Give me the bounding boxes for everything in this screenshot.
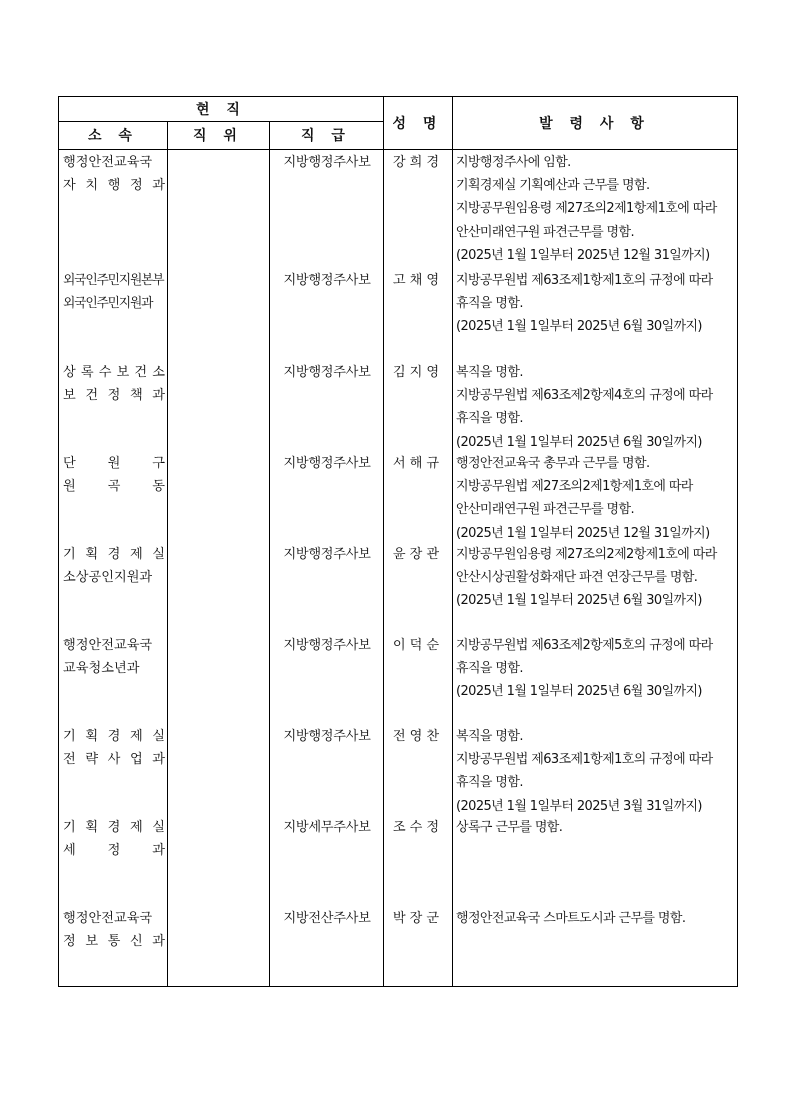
order-line: 휴직을 명함. xyxy=(456,296,523,312)
order-line: 지방공무원임용령 제27조의2제1항제1호에 따라 xyxy=(456,201,717,217)
order-line: (2025년 1월 1일부터 2025년 12월 31일까지) xyxy=(456,525,710,541)
order-line: 상록구 근무를 명함. xyxy=(456,820,563,835)
row-affiliation xyxy=(63,452,165,498)
row-name: 전영찬 xyxy=(392,729,444,744)
column-divider xyxy=(167,121,168,986)
affiliation-line: 자 치 행 정 과 xyxy=(63,178,165,194)
order-line: 휴직을 명함. xyxy=(456,661,523,677)
row-affiliation xyxy=(63,361,165,407)
column-divider xyxy=(452,97,453,986)
personnel-order-table xyxy=(58,96,738,987)
order-line: 지방공무원법 제63조제1항제1호의 규정에 따라 xyxy=(456,273,713,288)
row-affiliation xyxy=(63,543,165,589)
row-order xyxy=(456,634,738,704)
affiliation-line: 행정안전교육국 xyxy=(63,638,153,653)
affiliation-line: 원 곡 동 xyxy=(63,479,165,495)
row-name: 고채영 xyxy=(392,273,444,288)
header-order: 발 령 사 항 xyxy=(539,116,650,132)
affiliation-line: 기 획 경 제 실 xyxy=(63,547,165,562)
affiliation-line: 외국인주민지원본부 xyxy=(63,273,164,288)
affiliation-line: 상 록 수 보 건 소 xyxy=(63,365,165,380)
row-grade: 지방세무주사보 xyxy=(283,820,371,835)
order-line: 지방공무원법 제63조제2항제4호의 규정에 따라 xyxy=(456,388,713,404)
row-order xyxy=(456,725,738,818)
row-grade: 지방행정주사보 xyxy=(283,638,371,653)
row-order xyxy=(456,269,738,339)
header-grade: 직 급 xyxy=(301,128,351,144)
row-affiliation xyxy=(63,907,165,953)
order-line: 복직을 명함. xyxy=(456,729,523,744)
row-order xyxy=(456,151,738,267)
column-divider xyxy=(383,97,384,986)
row-order xyxy=(456,907,738,930)
row-affiliation xyxy=(63,725,165,771)
row-order xyxy=(456,452,738,545)
order-line: 휴직을 명함. xyxy=(456,775,523,791)
row-order xyxy=(456,543,738,613)
affiliation-line: 행정안전교육국 xyxy=(63,155,153,170)
row-order xyxy=(456,361,738,454)
affiliation-line: 기 획 경 제 실 xyxy=(63,820,165,835)
row-order xyxy=(456,816,738,839)
order-line: (2025년 1월 1일부터 2025년 3월 31일까지) xyxy=(456,798,702,814)
row-grade: 지방행정주사보 xyxy=(283,547,371,562)
affiliation-line: 기 획 경 제 실 xyxy=(63,729,165,744)
header-current: 현 직 xyxy=(196,102,246,118)
order-line: (2025년 1월 1일부터 2025년 6월 30일까지) xyxy=(456,593,702,609)
row-grade: 지방행정주사보 xyxy=(283,456,371,471)
row-name: 이덕순 xyxy=(392,638,444,653)
affiliation-line: 교육청소년과 xyxy=(63,661,140,677)
row-name: 박장군 xyxy=(392,911,444,926)
header-affiliation: 소 속 xyxy=(88,128,138,144)
order-line: 지방행정주사에 임함. xyxy=(456,155,571,170)
row-grade: 지방행정주사보 xyxy=(283,155,371,170)
order-line: 안산미래연구원 파견근무를 명함. xyxy=(456,502,635,518)
row-grade: 지방행정주사보 xyxy=(283,729,371,744)
row-affiliation xyxy=(63,269,165,315)
row-grade: 지방행정주사보 xyxy=(283,365,371,380)
order-line: 휴직을 명함. xyxy=(456,411,523,427)
order-line: 행정안전교육국 스마트도시과 근무를 명함. xyxy=(456,911,686,926)
affiliation-line: 전 략 사 업 과 xyxy=(63,752,165,768)
affiliation-line: 세 정 과 xyxy=(63,843,165,859)
affiliation-line: 보 건 정 책 과 xyxy=(63,388,165,404)
affiliation-line: 소상공인지원과 xyxy=(63,570,153,586)
row-affiliation xyxy=(63,151,165,197)
row-name: 강희경 xyxy=(392,155,444,170)
row-name: 조수정 xyxy=(392,820,444,835)
row-name: 윤장관 xyxy=(392,547,444,562)
row-name: 김지영 xyxy=(392,365,444,380)
order-line: (2025년 1월 1일부터 2025년 6월 30일까지) xyxy=(456,684,702,700)
order-line: 지방공무원법 제63조제1항제1호의 규정에 따라 xyxy=(456,752,713,768)
row-grade: 지방행정주사보 xyxy=(283,273,371,288)
order-line: (2025년 1월 1일부터 2025년 6월 30일까지) xyxy=(456,319,702,335)
row-affiliation xyxy=(63,634,165,680)
order-line: 지방공무원법 제63조제2항제5호의 규정에 따라 xyxy=(456,638,713,653)
affiliation-line: 행정안전교육국 xyxy=(63,911,153,926)
order-line: 안산시상권활성화재단 파견 연장근무를 명함. xyxy=(456,570,698,586)
order-line: (2025년 1월 1일부터 2025년 6월 30일까지) xyxy=(456,434,702,450)
row-grade: 지방전산주사보 xyxy=(283,911,371,926)
order-line: 지방공무원법 제27조의2제1항제1호에 따라 xyxy=(456,479,693,495)
row-name: 서해규 xyxy=(392,456,444,471)
header-name: 성 명 xyxy=(392,116,443,132)
order-line: 기획경제실 기획예산과 근무를 명함. xyxy=(456,178,650,194)
row-affiliation xyxy=(63,816,165,862)
header-position: 직 위 xyxy=(193,128,243,144)
header-bottom-line xyxy=(59,149,737,150)
order-line: 복직을 명함. xyxy=(456,365,523,380)
column-divider xyxy=(269,121,270,986)
order-line: 지방공무원임용령 제27조의2제2항제1호에 따라 xyxy=(456,547,717,562)
order-line: 행정안전교육국 총무과 근무를 명함. xyxy=(456,456,650,471)
order-line: (2025년 1월 1일부터 2025년 12월 31일까지) xyxy=(456,247,710,263)
affiliation-line: 단 원 구 xyxy=(63,456,165,471)
order-line: 안산미래연구원 파견근무를 명함. xyxy=(456,224,635,240)
affiliation-line: 외국인주민지원과 xyxy=(63,296,153,312)
affiliation-line: 정 보 통 신 과 xyxy=(63,934,165,950)
